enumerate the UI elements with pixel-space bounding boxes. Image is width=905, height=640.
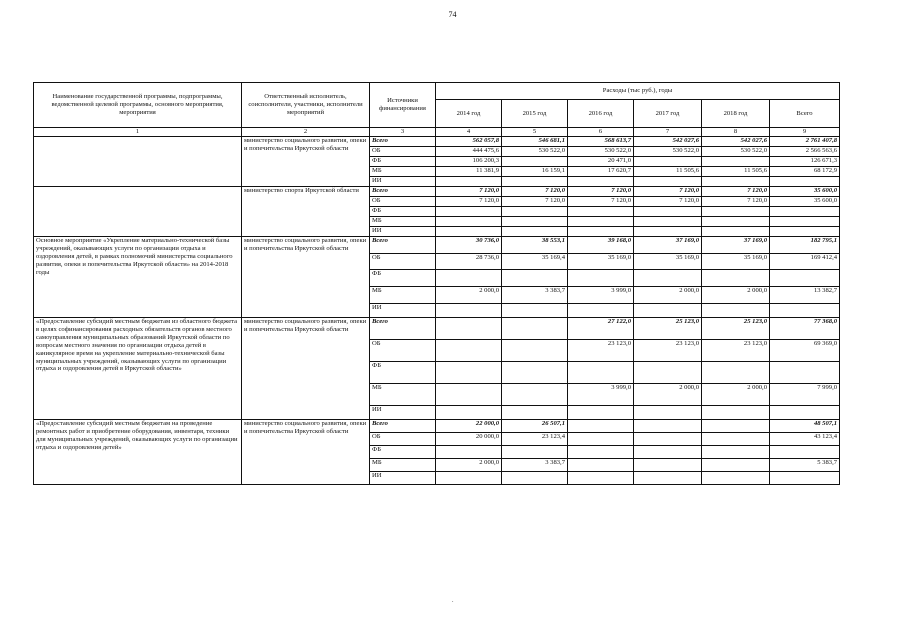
- source-cell: ОБ: [370, 433, 436, 446]
- source-cell: ФБ: [370, 207, 436, 217]
- amount-cell: 7 120,0: [702, 187, 770, 197]
- column-index: 1: [34, 128, 242, 137]
- amount-cell: 27 122,0: [568, 318, 634, 340]
- total-cell: 35 600,0: [770, 187, 840, 197]
- total-cell: 182 795,1: [770, 237, 840, 254]
- amount-cell: [634, 207, 702, 217]
- total-cell: 77 368,0: [770, 318, 840, 340]
- amount-cell: 23 123,4: [502, 433, 568, 446]
- amount-cell: [502, 207, 568, 217]
- total-cell: 43 123,4: [770, 433, 840, 446]
- amount-cell: 35 169,0: [568, 254, 634, 270]
- total-cell: 35 600,0: [770, 197, 840, 207]
- total-cell: [770, 217, 840, 227]
- amount-cell: 530 522,0: [702, 147, 770, 157]
- total-cell: 13 382,7: [770, 287, 840, 304]
- executor-cell: министерство социального развития, опеки и попечительства Иркутской области: [242, 137, 370, 187]
- amount-cell: 542 027,6: [702, 137, 770, 147]
- amount-cell: 11 505,6: [702, 167, 770, 177]
- column-index: 7: [634, 128, 702, 137]
- amount-cell: 3 383,7: [502, 459, 568, 472]
- amount-cell: [502, 227, 568, 237]
- amount-cell: [702, 446, 770, 459]
- source-cell: ИИ: [370, 227, 436, 237]
- amount-cell: [436, 384, 502, 406]
- amount-cell: [568, 270, 634, 287]
- amount-cell: 37 169,0: [634, 237, 702, 254]
- amount-cell: 11 505,6: [634, 167, 702, 177]
- amount-cell: 17 620,7: [568, 167, 634, 177]
- column-index: 6: [568, 128, 634, 137]
- amount-cell: [502, 362, 568, 384]
- program-name-cell: Основное мероприятие «Укрепление материально-технической базы учреждений, оказывающих услуги по организации отдыха и оздоровления детей, в рамках полномочий министерства социального развития, опеки и попечительства Иркутской области» на 2014-2018 годы: [34, 237, 242, 318]
- amount-cell: 35 169,0: [702, 254, 770, 270]
- total-cell: 2 761 407,8: [770, 137, 840, 147]
- amount-cell: 2 000,0: [436, 459, 502, 472]
- column-index: 8: [702, 128, 770, 137]
- amount-cell: 7 120,0: [436, 187, 502, 197]
- amount-cell: [634, 472, 702, 485]
- source-cell: ИИ: [370, 472, 436, 485]
- header-total: Всего: [770, 100, 840, 128]
- amount-cell: [502, 384, 568, 406]
- column-index: 5: [502, 128, 568, 137]
- amount-cell: [436, 406, 502, 420]
- amount-cell: 35 169,0: [634, 254, 702, 270]
- amount-cell: [502, 446, 568, 459]
- column-index: 3: [370, 128, 436, 137]
- amount-cell: 2 000,0: [702, 287, 770, 304]
- amount-cell: [568, 459, 634, 472]
- program-name-cell: «Предоставление субсидий местным бюджетам на проведение ремонтных работ и приобретение оборудования, инвентаря, техники для муниципальных учреждений, оказывающих услуги по организации отдыха и оздоровления детей»: [34, 420, 242, 485]
- total-cell: [770, 207, 840, 217]
- source-cell: МБ: [370, 384, 436, 406]
- amount-cell: [568, 420, 634, 433]
- amount-cell: [634, 217, 702, 227]
- amount-cell: [634, 270, 702, 287]
- amount-cell: [436, 446, 502, 459]
- amount-cell: 38 553,1: [502, 237, 568, 254]
- amount-cell: 530 522,0: [634, 147, 702, 157]
- amount-cell: 2 000,0: [702, 384, 770, 406]
- table-body: [34, 137, 840, 485]
- amount-cell: 22 000,0: [436, 420, 502, 433]
- amount-cell: [502, 304, 568, 318]
- amount-cell: [702, 459, 770, 472]
- amount-cell: [634, 227, 702, 237]
- amount-cell: [634, 433, 702, 446]
- amount-cell: [436, 340, 502, 362]
- amount-cell: [568, 472, 634, 485]
- header-year: 2015 год: [502, 100, 568, 128]
- total-cell: [770, 362, 840, 384]
- amount-cell: [634, 420, 702, 433]
- source-cell: ОБ: [370, 147, 436, 157]
- executor-cell: министерство спорта Иркутской области: [242, 187, 370, 237]
- amount-cell: 7 120,0: [502, 197, 568, 207]
- executor-cell: министерство социального развития, опеки и попечительства Иркутской области: [242, 318, 370, 420]
- amount-cell: [634, 459, 702, 472]
- source-cell: МБ: [370, 287, 436, 304]
- table-row: [34, 137, 840, 147]
- amount-cell: [436, 207, 502, 217]
- total-cell: 5 383,7: [770, 459, 840, 472]
- amount-cell: [502, 472, 568, 485]
- amount-cell: 3 999,0: [568, 384, 634, 406]
- amount-cell: 2 000,0: [436, 287, 502, 304]
- source-cell: ФБ: [370, 157, 436, 167]
- executor-cell: министерство социального развития, опеки и попечительства Иркутской области: [242, 237, 370, 318]
- amount-cell: 20 000,0: [436, 433, 502, 446]
- amount-cell: [502, 157, 568, 167]
- amount-cell: 7 120,0: [702, 197, 770, 207]
- total-cell: [770, 304, 840, 318]
- amount-cell: 23 123,0: [634, 340, 702, 362]
- amount-cell: 530 522,0: [568, 147, 634, 157]
- source-cell: ИИ: [370, 177, 436, 187]
- amount-cell: [502, 340, 568, 362]
- total-cell: 7 999,0: [770, 384, 840, 406]
- total-cell: 2 566 563,6: [770, 147, 840, 157]
- amount-cell: 7 120,0: [634, 197, 702, 207]
- source-cell: Всего: [370, 237, 436, 254]
- amount-cell: [568, 177, 634, 187]
- source-cell: МБ: [370, 167, 436, 177]
- amount-cell: 37 169,0: [702, 237, 770, 254]
- amount-cell: 7 120,0: [568, 187, 634, 197]
- amount-cell: 2 000,0: [634, 384, 702, 406]
- source-cell: ФБ: [370, 270, 436, 287]
- footer-mark: .: [452, 598, 454, 604]
- amount-cell: 28 736,0: [436, 254, 502, 270]
- amount-cell: [702, 227, 770, 237]
- source-cell: ИИ: [370, 304, 436, 318]
- amount-cell: [702, 270, 770, 287]
- amount-cell: 35 169,4: [502, 254, 568, 270]
- budget-table: [33, 82, 840, 485]
- amount-cell: 568 613,7: [568, 137, 634, 147]
- total-cell: 69 369,0: [770, 340, 840, 362]
- header-year: 2017 год: [634, 100, 702, 128]
- amount-cell: [436, 217, 502, 227]
- header-executor: Ответственный исполнитель, соисполнители, участники, исполнители мероприятий: [242, 83, 370, 128]
- amount-cell: 7 120,0: [502, 187, 568, 197]
- table-row: [34, 237, 840, 254]
- amount-cell: [702, 304, 770, 318]
- table-row: [34, 187, 840, 197]
- amount-cell: [436, 177, 502, 187]
- amount-cell: [502, 406, 568, 420]
- header-year: 2018 год: [702, 100, 770, 128]
- amount-cell: 106 200,3: [436, 157, 502, 167]
- amount-cell: [568, 304, 634, 318]
- source-cell: ФБ: [370, 362, 436, 384]
- header-sources: Источники финансирования: [370, 83, 436, 128]
- amount-cell: 7 120,0: [436, 197, 502, 207]
- amount-cell: [702, 362, 770, 384]
- total-cell: 169 412,4: [770, 254, 840, 270]
- amount-cell: [702, 406, 770, 420]
- source-cell: Всего: [370, 187, 436, 197]
- amount-cell: [702, 472, 770, 485]
- amount-cell: 25 123,0: [702, 318, 770, 340]
- amount-cell: [634, 406, 702, 420]
- amount-cell: [634, 157, 702, 167]
- amount-cell: 23 123,0: [702, 340, 770, 362]
- total-cell: [770, 227, 840, 237]
- amount-cell: [436, 270, 502, 287]
- total-cell: [770, 472, 840, 485]
- amount-cell: [436, 304, 502, 318]
- total-cell: 48 507,1: [770, 420, 840, 433]
- amount-cell: [502, 217, 568, 227]
- amount-cell: 16 159,1: [502, 167, 568, 177]
- amount-cell: [568, 207, 634, 217]
- program-name-cell: [34, 187, 242, 237]
- amount-cell: [568, 446, 634, 459]
- amount-cell: 542 027,6: [634, 137, 702, 147]
- total-cell: [770, 270, 840, 287]
- amount-cell: 11 381,9: [436, 167, 502, 177]
- amount-cell: [634, 446, 702, 459]
- amount-cell: 562 057,8: [436, 137, 502, 147]
- amount-cell: 3 383,7: [502, 287, 568, 304]
- amount-cell: 546 681,1: [502, 137, 568, 147]
- header-expenses: Расходы (тыс руб.), годы: [436, 83, 840, 100]
- amount-cell: 26 507,1: [502, 420, 568, 433]
- amount-cell: [568, 406, 634, 420]
- amount-cell: [702, 433, 770, 446]
- total-cell: 68 172,9: [770, 167, 840, 177]
- amount-cell: [502, 270, 568, 287]
- column-index: 9: [770, 128, 840, 137]
- header-year: 2016 год: [568, 100, 634, 128]
- amount-cell: [702, 217, 770, 227]
- amount-cell: [568, 433, 634, 446]
- amount-cell: [436, 227, 502, 237]
- amount-cell: 20 471,0: [568, 157, 634, 167]
- source-cell: ОБ: [370, 340, 436, 362]
- amount-cell: [568, 217, 634, 227]
- amount-cell: [568, 227, 634, 237]
- source-cell: Всего: [370, 137, 436, 147]
- amount-cell: [568, 362, 634, 384]
- source-cell: МБ: [370, 459, 436, 472]
- amount-cell: 444 475,6: [436, 147, 502, 157]
- source-cell: ОБ: [370, 254, 436, 270]
- source-cell: Всего: [370, 318, 436, 340]
- amount-cell: [702, 207, 770, 217]
- amount-cell: [436, 318, 502, 340]
- table-row: [34, 318, 840, 340]
- column-index: 4: [436, 128, 502, 137]
- program-name-cell: «Предоставление субсидий местным бюджетам из областного бюджета в целях софинансирования расходных обязательств органов местного самоуправления муниципальных образований Иркутской области по вопросам местного значения по организации отдыха детей в каникулярное время на укрепление материально-технической базы муниципальных учреждений, оказывающих услуги по организации отдыха и оздоровления детей в Иркутской области»: [34, 318, 242, 420]
- source-cell: ИИ: [370, 406, 436, 420]
- source-cell: Всего: [370, 420, 436, 433]
- amount-cell: 7 120,0: [568, 197, 634, 207]
- page-number: 74: [448, 10, 457, 19]
- source-cell: ОБ: [370, 197, 436, 207]
- header-name: Наименование государственной программы, подпрограммы, ведомственной целевой программы, основного мероприятия, мероприятия: [34, 83, 242, 128]
- amount-cell: [634, 177, 702, 187]
- column-index: 2: [242, 128, 370, 137]
- amount-cell: 23 123,0: [568, 340, 634, 362]
- amount-cell: [634, 304, 702, 318]
- amount-cell: [702, 177, 770, 187]
- amount-cell: 7 120,0: [634, 187, 702, 197]
- amount-cell: [702, 157, 770, 167]
- total-cell: 126 671,3: [770, 157, 840, 167]
- amount-cell: 3 999,0: [568, 287, 634, 304]
- header-year: 2014 год: [436, 100, 502, 128]
- total-cell: [770, 177, 840, 187]
- amount-cell: 39 168,0: [568, 237, 634, 254]
- total-cell: [770, 446, 840, 459]
- amount-cell: [436, 472, 502, 485]
- amount-cell: 30 736,0: [436, 237, 502, 254]
- program-name-cell: [34, 137, 242, 187]
- amount-cell: [436, 362, 502, 384]
- source-cell: ФБ: [370, 446, 436, 459]
- table-row: [34, 420, 840, 433]
- source-cell: МБ: [370, 217, 436, 227]
- amount-cell: 530 522,0: [502, 147, 568, 157]
- amount-cell: 25 123,0: [634, 318, 702, 340]
- amount-cell: [502, 177, 568, 187]
- amount-cell: [502, 318, 568, 340]
- amount-cell: 2 000,0: [634, 287, 702, 304]
- amount-cell: [702, 420, 770, 433]
- executor-cell: министерство социального развития, опеки и попечительства Иркутской области: [242, 420, 370, 485]
- total-cell: [770, 406, 840, 420]
- amount-cell: [634, 362, 702, 384]
